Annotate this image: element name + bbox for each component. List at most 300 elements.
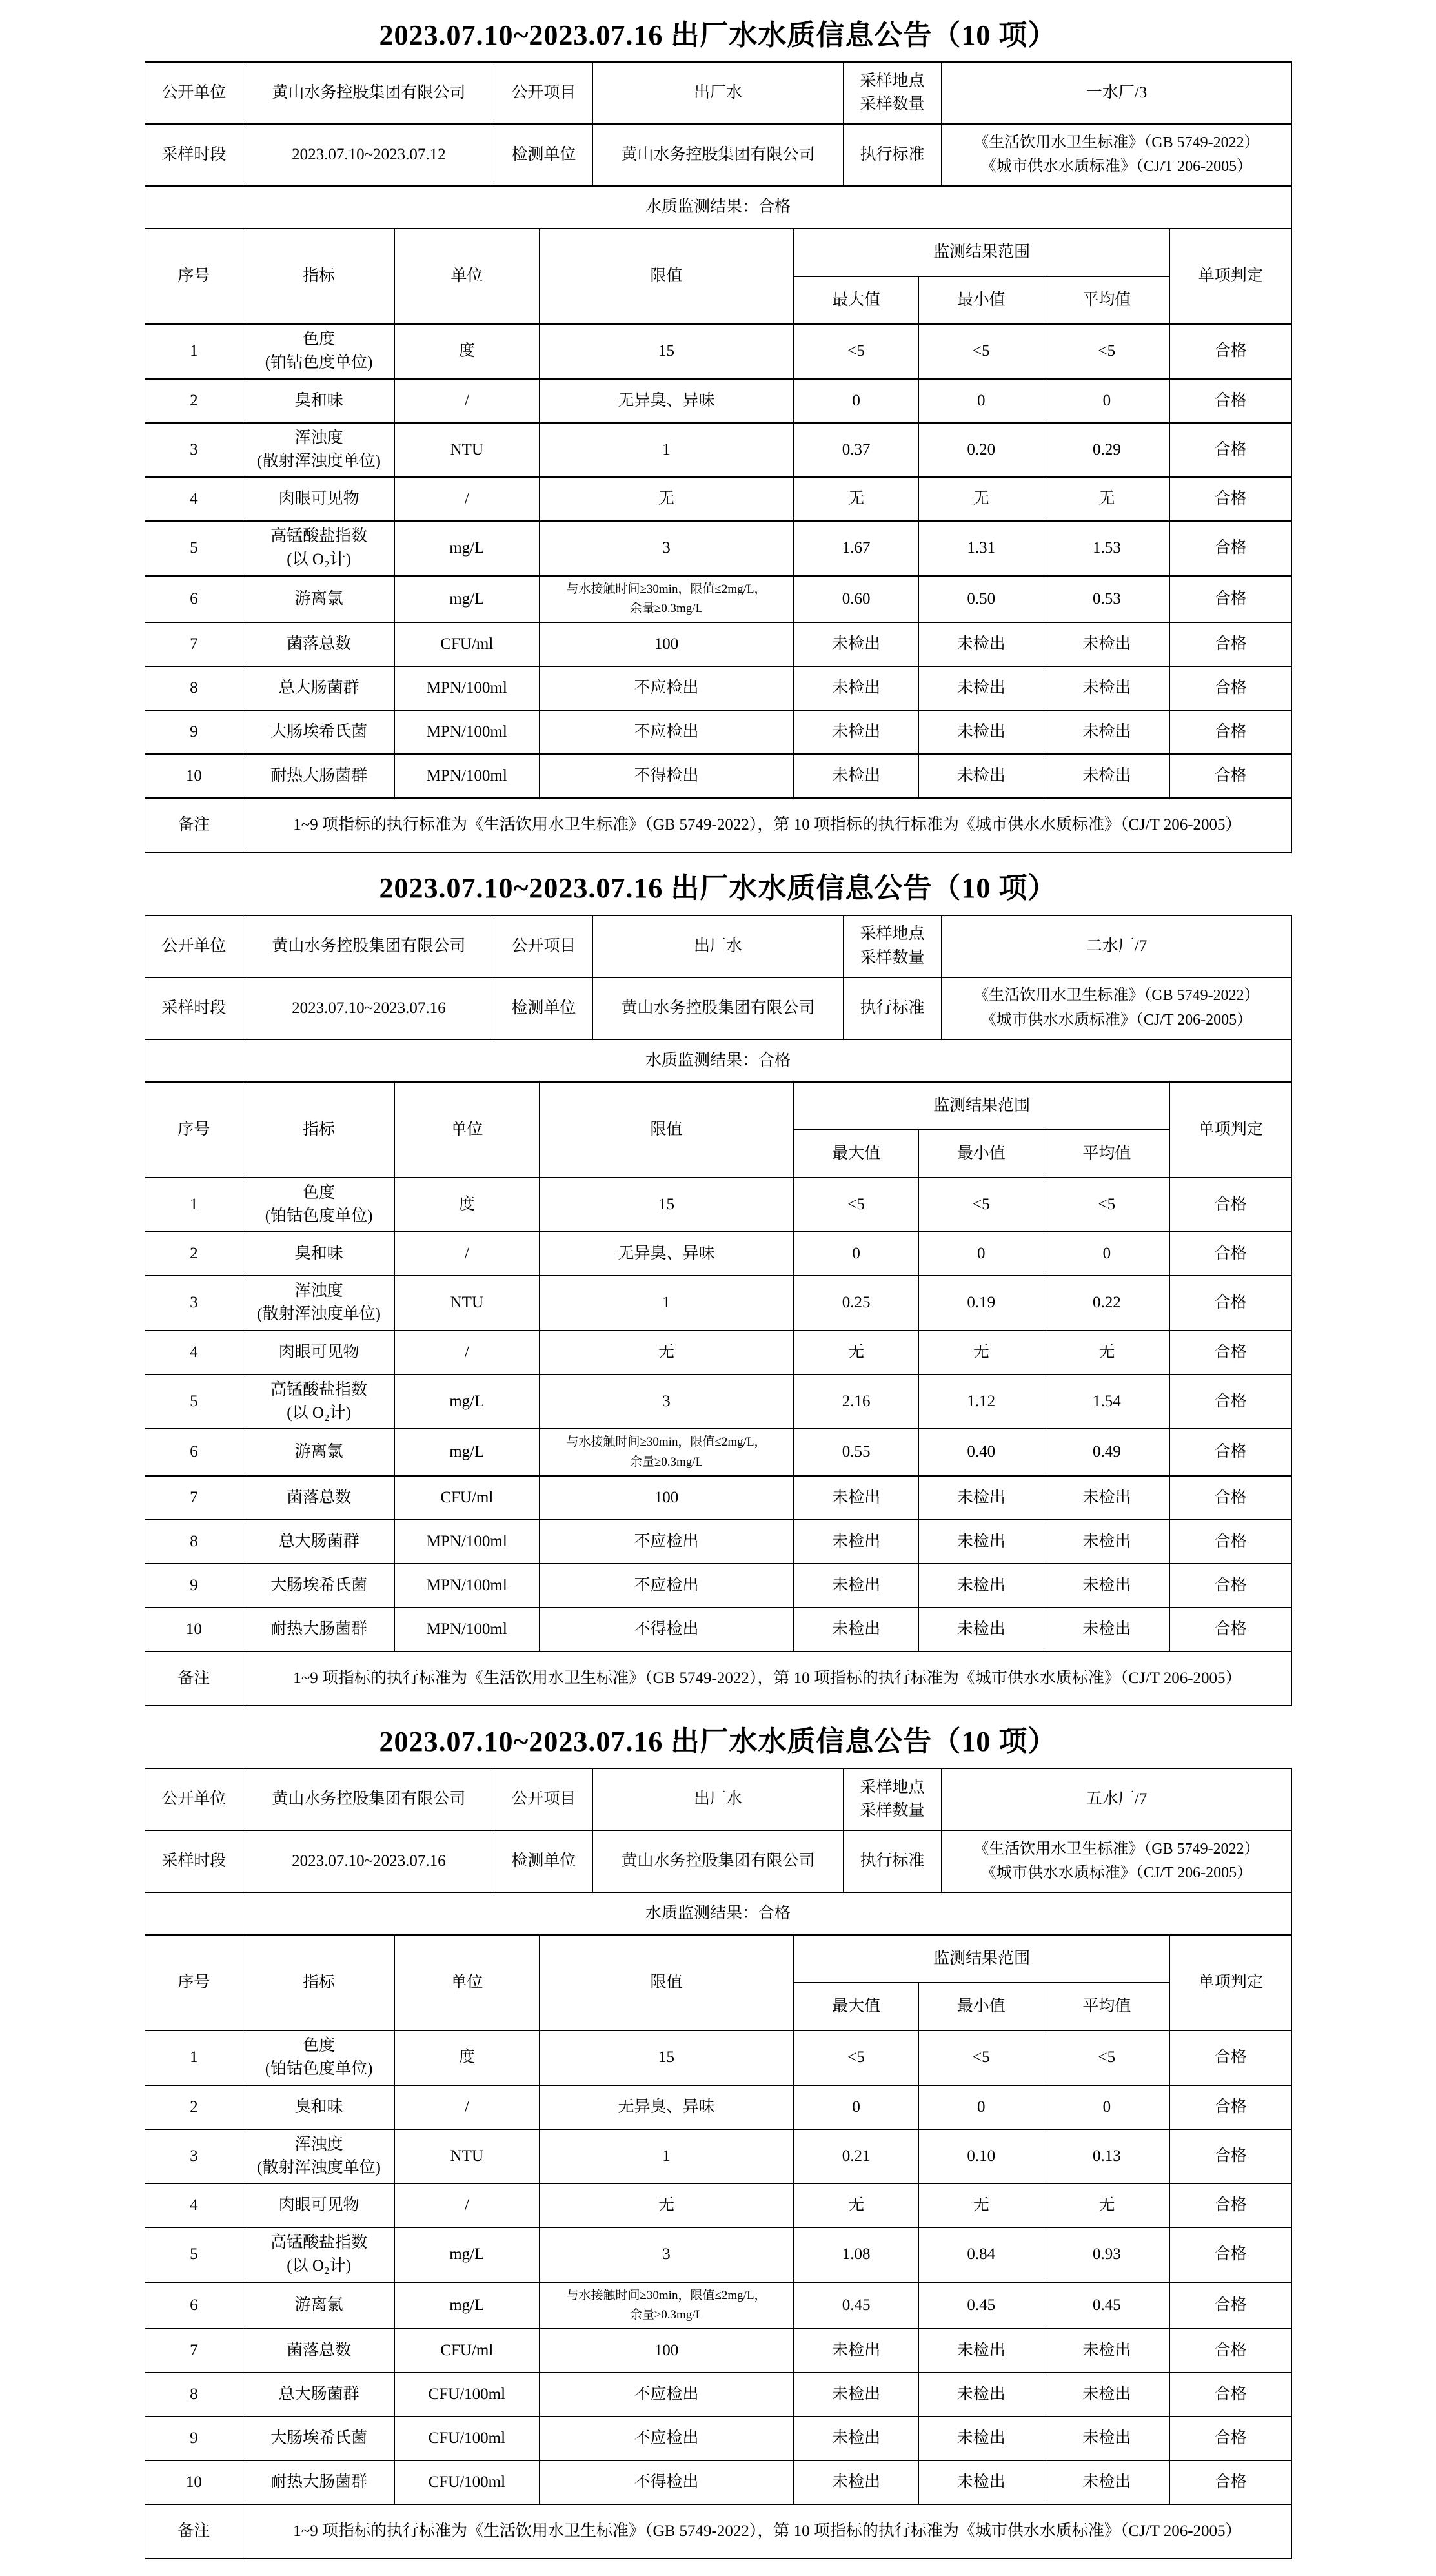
result-row <box>145 186 1291 229</box>
open-project-value: 出厂水 <box>593 1768 843 1830</box>
cell-avg: 0.93 <box>1044 2227 1169 2282</box>
table-row <box>145 1476 1291 1520</box>
cell-avg: 无 <box>1044 2183 1169 2227</box>
cell-min: 未检出 <box>918 2329 1044 2373</box>
limit-line-1: 3 <box>662 539 671 557</box>
sample-period-label: 采样时段 <box>145 1830 243 1892</box>
cell-min: 未检出 <box>918 2373 1044 2417</box>
indicator-subname: (散射浑浊度单位) <box>257 1305 381 1324</box>
cell-no: 1 <box>145 2030 243 2085</box>
indicator-subname: (散射浑浊度单位) <box>257 452 381 470</box>
cell-indicator <box>243 521 395 576</box>
col-header-no: 序号 <box>145 1082 243 1178</box>
cell-verdict: 合格 <box>1170 2460 1291 2504</box>
limit-line-1: 无异臭、异味 <box>618 391 715 409</box>
cell-unit: 度 <box>394 2030 539 2085</box>
cell-verdict: 合格 <box>1170 477 1291 521</box>
indicator-name: 肉眼可见物 <box>278 1343 359 1361</box>
table-row <box>145 2030 1291 2085</box>
cell-avg: 0.13 <box>1044 2129 1169 2184</box>
water-quality-table <box>145 1768 1292 2559</box>
open-unit-label: 公开单位 <box>145 915 243 977</box>
document-body <box>145 17 1292 2559</box>
open-unit-value: 黄山水务控股集团有限公司 <box>243 1768 494 1830</box>
col-header-max: 最大值 <box>794 1130 919 1178</box>
cell-no: 4 <box>145 1331 243 1375</box>
indicator-name: 大肠埃希氏菌 <box>270 2429 368 2448</box>
cell-limit <box>539 2417 793 2460</box>
cell-avg: 0.49 <box>1044 1429 1169 1476</box>
sample-location-label-line2: 采样数量 <box>860 96 925 114</box>
col-header-range: 监测结果范围 <box>794 1935 1170 1983</box>
cell-limit <box>539 2282 793 2329</box>
cell-min: 0.45 <box>918 2282 1044 2329</box>
table-row <box>145 379 1291 423</box>
water-quality-table <box>145 61 1292 853</box>
cell-limit <box>539 324 793 379</box>
cell-max: 0.45 <box>794 2282 919 2329</box>
cell-avg: 0.29 <box>1044 423 1169 478</box>
cell-min: <5 <box>918 2030 1044 2085</box>
col-header-avg: 平均值 <box>1044 1983 1169 2030</box>
cell-max: 未检出 <box>794 2417 919 2460</box>
indicator-name: 总大肠菌群 <box>278 1532 359 1550</box>
indicator-name: 游离氯 <box>294 589 343 608</box>
indicator-name: 高锰酸盐指数 <box>270 1380 368 1398</box>
open-project-label: 公开项目 <box>494 1768 593 1830</box>
open-project-label: 公开项目 <box>494 915 593 977</box>
cell-avg: <5 <box>1044 1178 1169 1232</box>
result-row <box>145 1892 1291 1935</box>
cell-no: 8 <box>145 2373 243 2417</box>
cell-avg: 未检出 <box>1044 754 1169 798</box>
cell-verdict: 合格 <box>1170 1232 1291 1276</box>
cell-unit: NTU <box>394 423 539 478</box>
cell-unit: MPN/100ml <box>394 666 539 710</box>
open-unit-label: 公开单位 <box>145 62 243 124</box>
cell-max: 未检出 <box>794 2373 919 2417</box>
cell-no: 9 <box>145 1564 243 1608</box>
indicator-name: 肉眼可见物 <box>278 490 359 508</box>
cell-no: 8 <box>145 666 243 710</box>
cell-no: 5 <box>145 2227 243 2282</box>
indicator-name: 臭和味 <box>294 1245 343 1263</box>
standard-line-2: 《城市供水水质标准》（CJ/T 206-2005） <box>980 1011 1253 1028</box>
col-header-avg: 平均值 <box>1044 276 1169 324</box>
cell-avg: 无 <box>1044 1331 1169 1375</box>
limit-line-1: 不应检出 <box>634 2429 699 2448</box>
cell-min: 未检出 <box>918 1476 1044 1520</box>
announcement-title: 2023.07.10~2023.07.16 出厂水水质信息公告（10 项） <box>379 19 1057 51</box>
cell-limit <box>539 2227 793 2282</box>
cell-verdict: 合格 <box>1170 1375 1291 1429</box>
cell-unit: CFU/ml <box>394 1476 539 1520</box>
cell-no: 10 <box>145 1608 243 1651</box>
sample-location-value: 五水厂/7 <box>942 1768 1291 1830</box>
test-unit-value: 黄山水务控股集团有限公司 <box>593 124 843 186</box>
cell-indicator <box>243 1476 395 1520</box>
cell-indicator <box>243 2417 395 2460</box>
cell-avg: 未检出 <box>1044 2373 1169 2417</box>
remark-label: 备注 <box>145 2504 243 2559</box>
col-header-no: 序号 <box>145 1935 243 2030</box>
indicator-name: 臭和味 <box>294 2098 343 2116</box>
cell-min: 无 <box>918 2183 1044 2227</box>
info-row-1 <box>145 915 1291 977</box>
open-project-value: 出厂水 <box>593 62 843 124</box>
table-row <box>145 666 1291 710</box>
sample-period-label: 采样时段 <box>145 977 243 1039</box>
announcement-title: 2023.07.10~2023.07.16 出厂水水质信息公告（10 项） <box>379 872 1057 905</box>
cell-avg: 0.53 <box>1044 576 1169 623</box>
cell-min: 0 <box>918 1232 1044 1276</box>
indicator-name: 总大肠菌群 <box>278 2386 359 2404</box>
limit-line-1: 1 <box>662 440 671 458</box>
standard-value <box>942 124 1291 186</box>
indicator-name: 菌落总数 <box>287 2342 352 2360</box>
cell-avg: 未检出 <box>1044 2329 1169 2373</box>
cell-limit <box>539 2373 793 2417</box>
cell-limit <box>539 2030 793 2085</box>
cell-min: 无 <box>918 477 1044 521</box>
cell-max: 未检出 <box>794 1608 919 1651</box>
cell-verdict: 合格 <box>1170 1520 1291 1564</box>
remark-row <box>145 2504 1291 2559</box>
cell-max: 未检出 <box>794 754 919 798</box>
table-row <box>145 2129 1291 2184</box>
col-header-avg: 平均值 <box>1044 1130 1169 1178</box>
cell-max: 未检出 <box>794 1564 919 1608</box>
cell-no: 7 <box>145 622 243 666</box>
test-unit-label: 检测单位 <box>494 124 593 186</box>
cell-indicator <box>243 2030 395 2085</box>
column-header-row <box>145 229 1291 276</box>
cell-verdict: 合格 <box>1170 666 1291 710</box>
col-header-max: 最大值 <box>794 276 919 324</box>
sample-location-label-line1: 采样地点 <box>860 72 925 90</box>
standard-value <box>942 1830 1291 1892</box>
cell-no: 3 <box>145 1276 243 1331</box>
sample-period-label: 采样时段 <box>145 124 243 186</box>
sample-location-label <box>843 915 942 977</box>
cell-indicator <box>243 2282 395 2329</box>
open-unit-value: 黄山水务控股集团有限公司 <box>243 62 494 124</box>
table-row <box>145 1178 1291 1232</box>
cell-limit <box>539 710 793 754</box>
cell-verdict: 合格 <box>1170 2085 1291 2129</box>
sample-location-label-line1: 采样地点 <box>860 1778 925 1796</box>
table-row <box>145 2417 1291 2460</box>
cell-indicator <box>243 1178 395 1232</box>
sample-location-label-line1: 采样地点 <box>860 925 925 943</box>
limit-line-1: 与水接触时间≥30min，限值≤2mg/L， <box>566 1435 767 1449</box>
cell-max: <5 <box>794 324 919 379</box>
cell-unit: / <box>394 1331 539 1375</box>
remark-text: 1~9 项指标的执行标准为《生活饮用水卫生标准》（GB 5749-2022），第 10 项指标的执行标准为《城市供水水质标准》（CJ/T 206-2005） <box>243 2504 1291 2559</box>
limit-line-1: 15 <box>658 342 674 360</box>
sample-period-value: 2023.07.10~2023.07.16 <box>243 977 494 1039</box>
cell-unit: MPN/100ml <box>394 710 539 754</box>
sample-location-label <box>843 62 942 124</box>
col-header-range: 监测结果范围 <box>794 229 1170 276</box>
cell-unit: CFU/ml <box>394 2329 539 2373</box>
cell-unit: mg/L <box>394 1429 539 1476</box>
cell-indicator <box>243 2227 395 2282</box>
cell-max: 0.25 <box>794 1276 919 1331</box>
table-row <box>145 1564 1291 1608</box>
test-unit-label: 检测单位 <box>494 1830 593 1892</box>
cell-unit: 度 <box>394 324 539 379</box>
sample-location-label-line2: 采样数量 <box>860 1802 925 1820</box>
col-header-min: 最小值 <box>918 276 1044 324</box>
limit-line-1: 1 <box>662 2147 671 2165</box>
col-header-indicator: 指标 <box>243 1082 395 1178</box>
limit-line-1: 与水接触时间≥30min，限值≤2mg/L， <box>566 582 767 596</box>
cell-unit: / <box>394 2183 539 2227</box>
cell-min: 未检出 <box>918 1564 1044 1608</box>
cell-no: 4 <box>145 477 243 521</box>
cell-indicator <box>243 576 395 623</box>
limit-line-1: 无异臭、异味 <box>618 1245 715 1263</box>
cell-unit: 度 <box>394 1178 539 1232</box>
cell-indicator <box>243 2460 395 2504</box>
table-row <box>145 1331 1291 1375</box>
cell-max: 0.37 <box>794 423 919 478</box>
cell-max: 无 <box>794 2183 919 2227</box>
cell-verdict: 合格 <box>1170 2417 1291 2460</box>
cell-limit <box>539 521 793 576</box>
limit-line-1: 1 <box>662 1294 671 1312</box>
cell-max: 2.16 <box>794 1375 919 1429</box>
limit-line-1: 不应检出 <box>634 679 699 697</box>
cell-max: 0.21 <box>794 2129 919 2184</box>
table-row <box>145 2282 1291 2329</box>
cell-limit <box>539 1232 793 1276</box>
cell-no: 6 <box>145 2282 243 2329</box>
table-row <box>145 1375 1291 1429</box>
cell-max: 0 <box>794 2085 919 2129</box>
standard-label: 执行标准 <box>843 124 942 186</box>
cell-unit: MPN/100ml <box>394 754 539 798</box>
cell-unit: NTU <box>394 2129 539 2184</box>
cell-unit: MPN/100ml <box>394 1564 539 1608</box>
cell-verdict: 合格 <box>1170 2282 1291 2329</box>
cell-unit: mg/L <box>394 2227 539 2282</box>
cell-unit: CFU/100ml <box>394 2417 539 2460</box>
table-row <box>145 754 1291 798</box>
cell-limit <box>539 1375 793 1429</box>
cell-indicator <box>243 1331 395 1375</box>
table-row <box>145 576 1291 623</box>
result-row <box>145 1039 1291 1082</box>
cell-avg: 未检出 <box>1044 1608 1169 1651</box>
cell-min: 未检出 <box>918 2460 1044 2504</box>
table-row <box>145 2373 1291 2417</box>
cell-min: 无 <box>918 1331 1044 1375</box>
cell-avg: 无 <box>1044 477 1169 521</box>
indicator-name: 耐热大肠菌群 <box>270 767 368 785</box>
indicator-name: 耐热大肠菌群 <box>270 2473 368 2491</box>
test-unit-value: 黄山水务控股集团有限公司 <box>593 977 843 1039</box>
cell-avg: 未检出 <box>1044 1520 1169 1564</box>
open-project-label: 公开项目 <box>494 62 593 124</box>
col-header-verdict: 单项判定 <box>1170 1935 1291 2030</box>
indicator-name: 高锰酸盐指数 <box>270 527 368 546</box>
info-row-1 <box>145 1768 1291 1830</box>
col-header-verdict: 单项判定 <box>1170 229 1291 324</box>
cell-indicator <box>243 477 395 521</box>
indicator-subname: (以 O₂计) <box>287 1404 351 1422</box>
announcement-block <box>145 17 1292 853</box>
cell-verdict: 合格 <box>1170 710 1291 754</box>
cell-limit <box>539 1608 793 1651</box>
limit-line-1: 不应检出 <box>634 1576 699 1594</box>
table-row <box>145 1429 1291 1476</box>
cell-verdict: 合格 <box>1170 2183 1291 2227</box>
cell-max: 未检出 <box>794 1520 919 1564</box>
cell-limit <box>539 1429 793 1476</box>
indicator-name: 浑浊度 <box>294 2135 343 2153</box>
limit-line-1: 不应检出 <box>634 723 699 741</box>
cell-unit: CFU/100ml <box>394 2373 539 2417</box>
indicator-name: 大肠埃希氏菌 <box>270 723 368 741</box>
announcement-title: 2023.07.10~2023.07.16 出厂水水质信息公告（10 项） <box>379 1725 1057 1757</box>
cell-no: 1 <box>145 324 243 379</box>
indicator-name: 游离氯 <box>294 2296 343 2314</box>
cell-indicator <box>243 710 395 754</box>
cell-no: 4 <box>145 2183 243 2227</box>
limit-line-1: 15 <box>658 1195 674 1213</box>
open-project-value: 出厂水 <box>593 915 843 977</box>
cell-unit: / <box>394 477 539 521</box>
remark-label: 备注 <box>145 798 243 852</box>
cell-max: <5 <box>794 2030 919 2085</box>
table-row <box>145 1232 1291 1276</box>
cell-no: 2 <box>145 2085 243 2129</box>
cell-limit <box>539 1178 793 1232</box>
cell-avg: 未检出 <box>1044 710 1169 754</box>
cell-limit <box>539 379 793 423</box>
col-header-verdict: 单项判定 <box>1170 1082 1291 1178</box>
cell-limit <box>539 2460 793 2504</box>
limit-line-1: 无 <box>658 1343 675 1361</box>
cell-verdict: 合格 <box>1170 1331 1291 1375</box>
cell-unit: mg/L <box>394 1375 539 1429</box>
sample-period-value: 2023.07.10~2023.07.16 <box>243 1830 494 1892</box>
indicator-subname: (以 O₂计) <box>287 551 351 569</box>
cell-limit <box>539 1564 793 1608</box>
cell-min: 0.40 <box>918 1429 1044 1476</box>
indicator-name: 菌落总数 <box>287 635 352 653</box>
cell-limit <box>539 576 793 623</box>
limit-line-1: 不得检出 <box>634 2473 699 2491</box>
cell-verdict: 合格 <box>1170 1564 1291 1608</box>
cell-limit <box>539 2329 793 2373</box>
limit-line-2: 余量≥0.3mg/L <box>629 602 703 616</box>
limit-line-1: 3 <box>662 1392 671 1410</box>
indicator-name: 肉眼可见物 <box>278 2196 359 2214</box>
cell-max: <5 <box>794 1178 919 1232</box>
monitoring-result-text: 水质监测结果：合格 <box>145 186 1291 229</box>
cell-unit: / <box>394 2085 539 2129</box>
monitoring-result-text: 水质监测结果：合格 <box>145 1892 1291 1935</box>
cell-max: 未检出 <box>794 710 919 754</box>
limit-line-2: 余量≥0.3mg/L <box>629 2308 703 2322</box>
table-row <box>145 2227 1291 2282</box>
col-header-max: 最大值 <box>794 1983 919 2030</box>
cell-avg: 1.53 <box>1044 521 1169 576</box>
cell-avg: 0 <box>1044 1232 1169 1276</box>
standard-value <box>942 977 1291 1039</box>
table-row <box>145 2085 1291 2129</box>
cell-avg: 未检出 <box>1044 622 1169 666</box>
cell-limit <box>539 1476 793 1520</box>
indicator-subname: (以 O₂计) <box>287 2257 351 2275</box>
sample-location-value: 一水厂/3 <box>942 62 1291 124</box>
announcement-block <box>145 1723 1292 2559</box>
cell-limit <box>539 1276 793 1331</box>
cell-no: 6 <box>145 1429 243 1476</box>
cell-indicator <box>243 1520 395 1564</box>
cell-max: 1.08 <box>794 2227 919 2282</box>
limit-line-1: 不应检出 <box>634 1532 699 1550</box>
cell-no: 10 <box>145 754 243 798</box>
info-row-2 <box>145 124 1291 186</box>
cell-no: 1 <box>145 1178 243 1232</box>
cell-no: 7 <box>145 1476 243 1520</box>
cell-unit: / <box>394 379 539 423</box>
standard-line-1: 《生活饮用水卫生标准》（GB 5749-2022） <box>973 134 1260 151</box>
cell-unit: CFU/100ml <box>394 2460 539 2504</box>
cell-max: 1.67 <box>794 521 919 576</box>
col-header-range: 监测结果范围 <box>794 1082 1170 1130</box>
indicator-name: 高锰酸盐指数 <box>270 2234 368 2252</box>
cell-min: 0.84 <box>918 2227 1044 2282</box>
standard-label: 执行标准 <box>843 1830 942 1892</box>
cell-min: 未检出 <box>918 622 1044 666</box>
cell-min: <5 <box>918 1178 1044 1232</box>
table-row <box>145 521 1291 576</box>
table-row <box>145 622 1291 666</box>
remark-row <box>145 798 1291 852</box>
cell-indicator <box>243 2183 395 2227</box>
indicator-name: 菌落总数 <box>287 1488 352 1506</box>
column-header-row <box>145 1935 1291 1983</box>
cell-min: <5 <box>918 324 1044 379</box>
column-header-row <box>145 1082 1291 1130</box>
standard-line-2: 《城市供水水质标准》（CJ/T 206-2005） <box>980 158 1253 176</box>
indicator-subname: (铂钴色度单位) <box>265 354 373 372</box>
cell-indicator <box>243 2329 395 2373</box>
sample-period-value: 2023.07.10~2023.07.12 <box>243 124 494 186</box>
cell-verdict: 合格 <box>1170 1429 1291 1476</box>
remark-row <box>145 1651 1291 1706</box>
cell-avg: 未检出 <box>1044 2417 1169 2460</box>
cell-unit: mg/L <box>394 2282 539 2329</box>
cell-indicator <box>243 324 395 379</box>
cell-avg: <5 <box>1044 2030 1169 2085</box>
cell-avg: 1.54 <box>1044 1375 1169 1429</box>
cell-indicator <box>243 1375 395 1429</box>
limit-line-1: 无 <box>658 490 675 508</box>
open-unit-value: 黄山水务控股集团有限公司 <box>243 915 494 977</box>
limit-line-1: 3 <box>662 2245 671 2264</box>
cell-max: 0 <box>794 379 919 423</box>
cell-max: 无 <box>794 1331 919 1375</box>
cell-unit: mg/L <box>394 521 539 576</box>
cell-no: 2 <box>145 1232 243 1276</box>
cell-no: 7 <box>145 2329 243 2373</box>
